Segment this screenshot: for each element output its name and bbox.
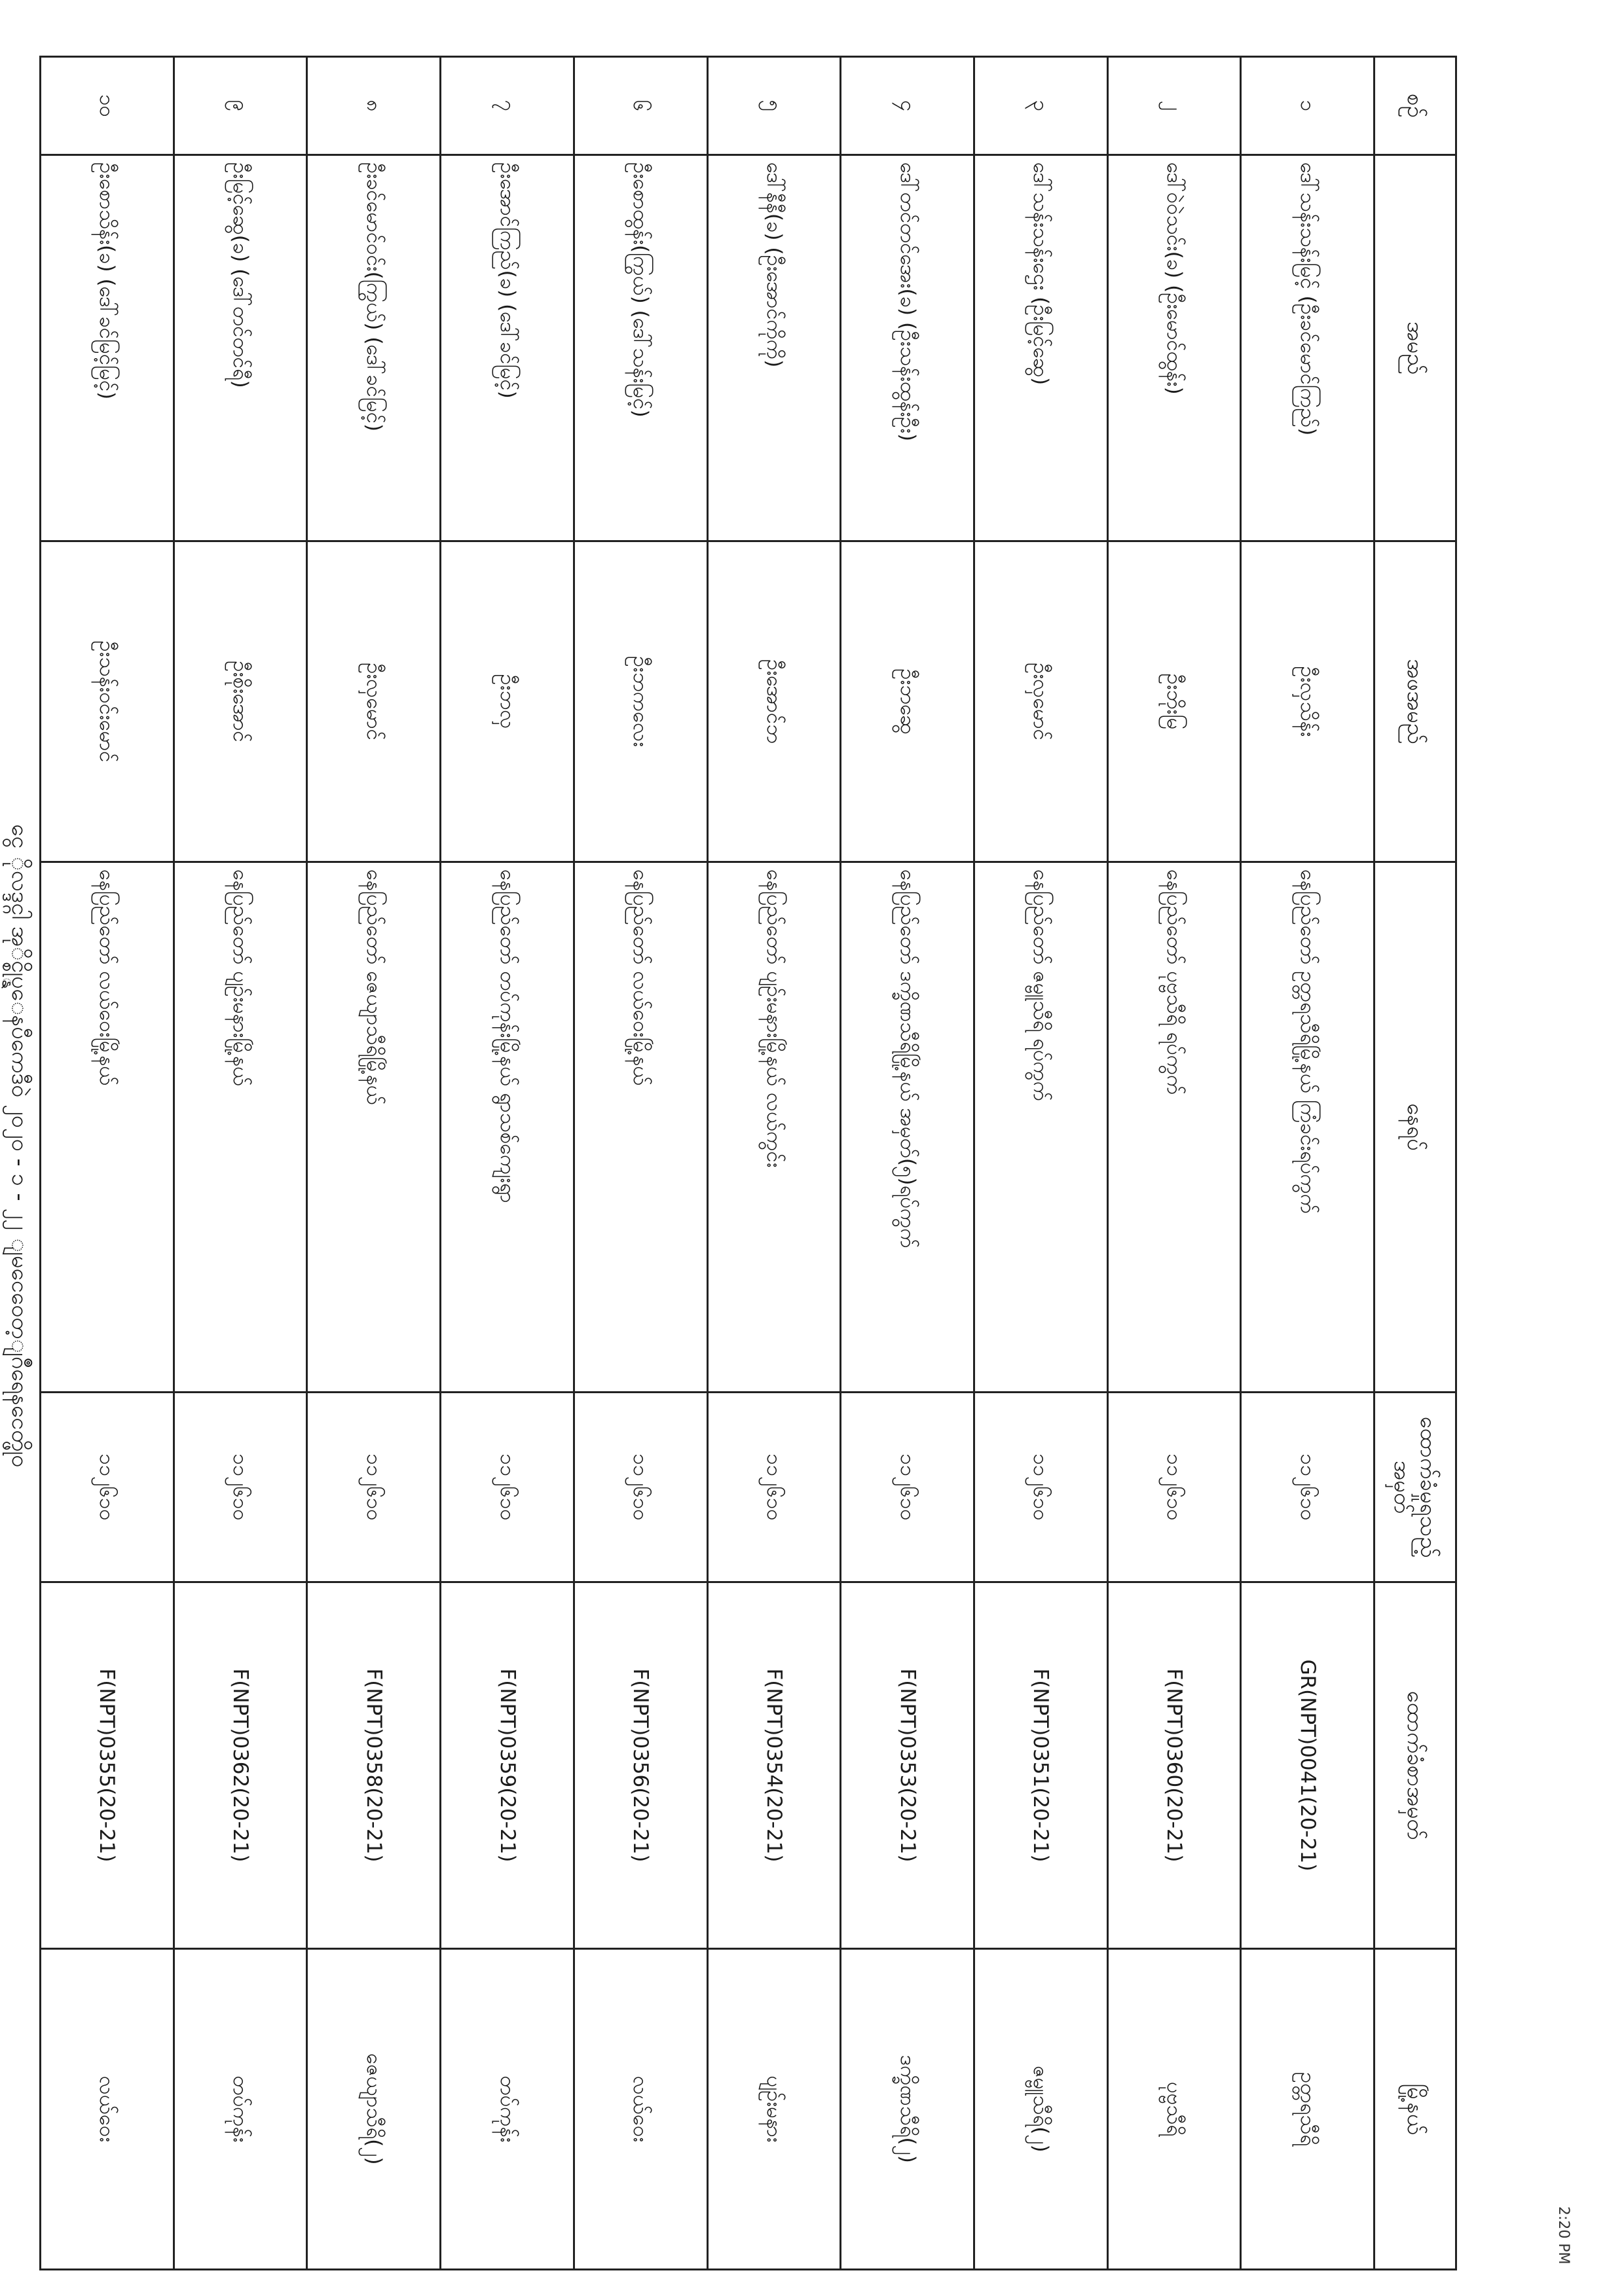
cell-cert: F(NPT)0360(20-21) bbox=[1107, 1582, 1241, 1949]
cell-father: ဦးလှမောင် bbox=[974, 541, 1107, 862]
cell-township: လယ်ဝေး bbox=[574, 1949, 707, 2270]
cell-cert: F(NPT)0362(20-21) bbox=[174, 1582, 307, 1949]
cell-cert: F(NPT)0356(20-21) bbox=[574, 1582, 707, 1949]
cell-father: ဦးဘိုးမြ bbox=[1107, 541, 1241, 862]
cell-address: နေပြည်တော် ဒက္ခိဏသီရိမြို့နယ် အမှတ်(၅)ရပ်ကွက် bbox=[841, 862, 974, 1393]
cell-mark: ၁၁၂၆၁၀ bbox=[41, 1393, 174, 1582]
table-row bbox=[841, 57, 974, 2270]
cell-address: နေပြည်တော် ဇမ္ဗူသီရိ ရပ်ကွက် bbox=[974, 862, 1107, 1393]
cell-name: ဦးခင်မောင်ဝင်း(ကြွယ်) (ဒေါ်ခင်မြင့်) bbox=[307, 155, 441, 541]
cell-no: ၁၀ bbox=[41, 57, 174, 155]
cell-township: ဇေယျာသီရိ(၂) bbox=[307, 1949, 441, 2270]
cell-mark: ၁၁၂၆၁၀ bbox=[174, 1393, 307, 1582]
cell-name: ဒေါ်နီနီ(ခ) (ဦးအောင်ကိုကို) bbox=[707, 155, 841, 541]
table-row bbox=[707, 57, 841, 2270]
cell-father: ဦးအောင်ဘ bbox=[707, 541, 841, 862]
cell-address: နေပြည်တော် ဇေယျာသီရိမြို့နယ် bbox=[307, 862, 441, 1393]
table-row bbox=[174, 57, 307, 2270]
cell-cert: F(NPT)0354(20-21) bbox=[707, 1582, 841, 1949]
cell-township: လယ်ဝေး bbox=[41, 1949, 174, 2270]
table-header-row bbox=[1375, 57, 1456, 2270]
cell-mark: ၁၁၂၆၁၀ bbox=[441, 1393, 574, 1582]
table-row bbox=[974, 57, 1107, 2270]
cell-father: ဦးလှမောင် bbox=[307, 541, 441, 862]
roster-table bbox=[39, 56, 1457, 2270]
cell-cert: F(NPT)0355(20-21) bbox=[41, 1582, 174, 1949]
header-township: မြို့နယ် bbox=[1375, 1949, 1456, 2270]
table-row bbox=[441, 57, 574, 2270]
cell-cert: GR(NPT)0041(20-21) bbox=[1241, 1582, 1375, 1949]
cell-no: ၇ bbox=[441, 57, 574, 155]
cell-address: နေပြည်တော် ဥတ္တရသီရိမြို့နယ် ကြံခင်းရပ်ကွက် bbox=[1241, 862, 1375, 1393]
header-mark: ထောက်ခံမှုရသည့် အမှတ် bbox=[1375, 1393, 1456, 1582]
cell-township: တပ်ကုန်း bbox=[441, 1949, 574, 2270]
cell-father: ဦးသန်းဝင်းမောင် bbox=[41, 541, 174, 862]
cell-no: ၈ bbox=[307, 57, 441, 155]
cell-father: ဦးဘလှ bbox=[441, 541, 574, 862]
document-title: ငွေ ိုလဒ္ဒင္ဂါ အုိင္စ္နိုပ္ေနပီကေဒီဝဲ ၂၀၂၀ - ၁ - ၂၂ ျမငေဝေတ့ျဂိဳရေနငေတ္ဖိုဝ bbox=[7, 824, 33, 1468]
cell-father: ဦးဘကလေး bbox=[574, 541, 707, 862]
cell-address: နေပြည်တော် လယ်ဝေးမြို့နယ် bbox=[574, 862, 707, 1393]
cell-name: ဦးမြင့်ဆွေ(ခ) (ဒေါ်တင်တင်ရီ) bbox=[174, 155, 307, 541]
cell-father: ဦးလှသိန်း bbox=[1241, 541, 1375, 862]
cell-mark: ၁၁၂၆၁၀ bbox=[974, 1393, 1107, 1582]
table-row bbox=[307, 57, 441, 2270]
cell-no: ၉ bbox=[174, 57, 307, 155]
cell-mark: ၁၁၂၆၁၀ bbox=[841, 1393, 974, 1582]
cell-no: ၅ bbox=[707, 57, 841, 155]
cell-mark: ၁၁၂၆၁၀ bbox=[307, 1393, 441, 1582]
cell-father: ဦးဘဆွေ bbox=[841, 541, 974, 862]
cell-father: ဦးစိုးအောင် bbox=[174, 541, 307, 862]
cell-mark: ၁၁၂၆၁၀ bbox=[1241, 1393, 1375, 1582]
cell-mark: ၁၁၂၆၁၀ bbox=[1107, 1393, 1241, 1582]
cell-cert: F(NPT)0351(20-21) bbox=[974, 1582, 1107, 1949]
cell-township: ပျဉ်းမနား bbox=[707, 1949, 841, 2270]
cell-township: ဒက္ခိဏသီရိ(၂) bbox=[841, 1949, 974, 2270]
cell-name: ဒေါ်သန်းသန်းဌေး (ဦးမြင့်ဆွေ) bbox=[974, 155, 1107, 541]
cell-township: ဇမ္ဗူသီရိ(၂) bbox=[974, 1949, 1107, 2270]
cell-address: နေပြည်တော် ပျဉ်းမနားမြို့နယ် လယ်ကွင်း bbox=[707, 862, 841, 1393]
cell-address: နေပြည်တော် လယ်ဝေးမြို့နယ် bbox=[41, 862, 174, 1393]
cell-cert: F(NPT)0359(20-21) bbox=[441, 1582, 574, 1949]
rotated-document bbox=[0, 13, 1486, 2285]
cell-no: ၁ bbox=[1241, 57, 1375, 155]
cell-cert: F(NPT)0353(20-21) bbox=[841, 1582, 974, 1949]
header-address: နေရပ် bbox=[1375, 862, 1456, 1393]
cell-name: ဦးစောထွန်း(ကြွယ်) (ဒေါ်သန်းမြင့်) bbox=[574, 155, 707, 541]
cell-township: ဥတ္တရသီရိ bbox=[1241, 1949, 1375, 2270]
header-father: အဖအမည် bbox=[1375, 541, 1456, 862]
scan-timestamp: 2:20 PM bbox=[1555, 2206, 1572, 2265]
cell-township: တပ်ကုန်း bbox=[174, 1949, 307, 2270]
cell-mark: ၁၁၂၆၁၀ bbox=[574, 1393, 707, 1582]
header-cert: ထောက်ခံစာအမှတ် bbox=[1375, 1582, 1456, 1949]
cell-cert: F(NPT)0358(20-21) bbox=[307, 1582, 441, 1949]
header-no: စဥ် bbox=[1375, 57, 1456, 155]
cell-address: နေပြည်တော် ပျဉ်းမနားမြို့နယ် bbox=[174, 862, 307, 1393]
table-row bbox=[41, 57, 174, 2270]
cell-name: ဒေါ်တင်တင်အေး(ခ) (ဦးသန်းထွန်းဦး) bbox=[841, 155, 974, 541]
cell-mark: ၁၁၂၆၁၀ bbox=[707, 1393, 841, 1582]
cell-township: ပုဗ္ဗသီရိ bbox=[1107, 1949, 1241, 2270]
table-row bbox=[1107, 57, 1241, 2270]
cell-name: ဦးအောင်ကြည်(ခ) (ဒေါ်ခင်မြင့်) bbox=[441, 155, 574, 541]
cell-no: ၆ bbox=[574, 57, 707, 155]
cell-no: ၂ bbox=[1107, 57, 1241, 155]
cell-address: နေပြည်တော် တပ်ကုန်းမြို့နယ် ရွာသစ်ကျေးရွာ bbox=[441, 862, 574, 1393]
cell-no: ၄ bbox=[841, 57, 974, 155]
header-name: အမည် bbox=[1375, 155, 1456, 541]
cell-name: ဒေါ်ဝဲဝဲသင်း(ခ) (ဦးမောင်ထွန်း) bbox=[1107, 155, 1241, 541]
cell-no: ၃ bbox=[974, 57, 1107, 155]
cell-name: ဒေါ်သန်းသန်းမြင့် (ဦးခင်မောင်ကြည်) bbox=[1241, 155, 1375, 541]
table-row bbox=[574, 57, 707, 2270]
cell-address: နေပြည်တော် ပုဗ္ဗသီရိ ရပ်ကွက် bbox=[1107, 862, 1241, 1393]
table-row bbox=[1241, 57, 1375, 2270]
cell-name: ဦးစောသိန်း(ခ) (ဒေါ်ခင်မြင့်မြင့်) bbox=[41, 155, 174, 541]
